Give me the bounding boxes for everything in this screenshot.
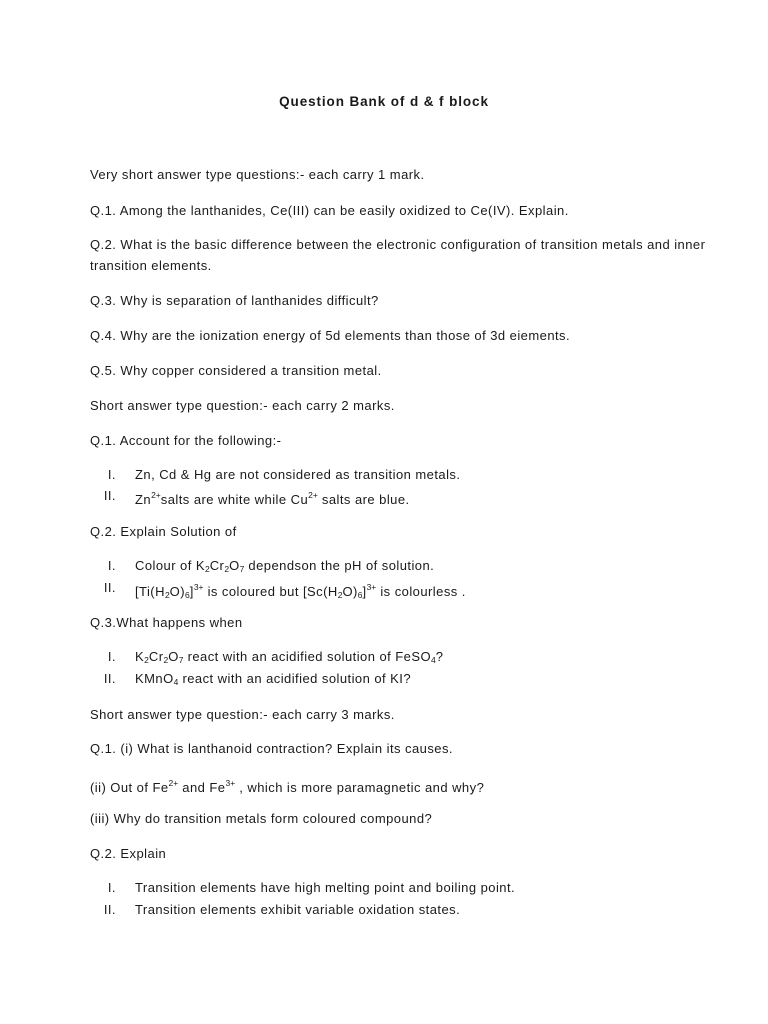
- question-s3-1-iii: (iii) Why do transition metals form coloured compound?: [90, 811, 433, 826]
- list-item-s3-2-ii: Transition elements exhibit variable oxidation states.: [135, 902, 461, 917]
- section-heading-short-3: Short answer type question:- each carry 3 marks.: [90, 707, 395, 722]
- question-s3-1-ii: (ii) Out of $Fe^{2+}$ and $Fe^{3+}$ , which is more paramagnetic and why?: [90, 778, 485, 795]
- list-number: II.: [103, 488, 116, 503]
- question-vs-2: Q.2. What is the basic difference between the electronic configuration of transition metals and inner transition elements.: [90, 237, 706, 273]
- page-title: Question Bank of d & f block: [279, 94, 489, 109]
- list-number: II.: [103, 902, 116, 917]
- list-item-s2-2-ii: $[Ti(H_2O)_6]^{3+}$ is coloured but $[Sc(H_2O)_6]^{3+}$ is colourless .: [135, 582, 466, 600]
- list-item-s3-2-i: Transition elements have high melting point and boiling point.: [135, 880, 516, 895]
- question-vs-5: Q.5. Why copper considered a transition metal.: [90, 363, 382, 378]
- question-vs-1: Q.1. Among the lanthanides, Ce(III) can be easily oxidized to Ce(IV). Explain.: [90, 203, 569, 218]
- list-item-s2-2-i: Colour of $K_2Cr_2O_7$ dependson the pH of solution.: [135, 558, 435, 574]
- section-heading-very-short: Very short answer type questions:- each carry 1 mark.: [90, 167, 425, 182]
- list-item-s2-3-i: $K_2Cr_2O_7$ react with an acidified solution of FeSO$_4$?: [135, 649, 444, 665]
- list-number: I.: [107, 649, 116, 664]
- question-vs-4: Q.4. Why are the ionization energy of 5d elements than those of 3d eiements.: [90, 328, 571, 343]
- list-item-s2-1-i: Zn, Cd & Hg are not considered as transition metals.: [135, 467, 461, 482]
- question-s2-2: Q.2. Explain Solution of: [90, 524, 237, 539]
- question-s2-1: Q.1. Account for the following:-: [90, 433, 282, 448]
- section-heading-short-2: Short answer type question:- each carry 2 marks.: [90, 398, 395, 413]
- question-s3-2: Q.2. Explain: [90, 846, 167, 861]
- list-number: II.: [103, 671, 116, 686]
- list-item-s2-3-ii: KMnO$_4$ react with an acidified solution of KI?: [135, 671, 412, 687]
- question-vs-3: Q.3. Why is separation of lanthanides difficult?: [90, 293, 379, 308]
- question-s2-3: Q.3.What happens when: [90, 615, 243, 630]
- list-item-s2-1-ii: $Zn^{2+}salts$ are white while $Cu^{2+}$ salts are blue.: [135, 490, 410, 507]
- question-s3-1-i: Q.1. (i) What is lanthanoid contraction? Explain its causes.: [90, 741, 453, 756]
- list-number: I.: [107, 880, 116, 895]
- list-number: I.: [107, 558, 116, 573]
- list-number: II.: [103, 580, 116, 595]
- list-number: I.: [107, 467, 116, 482]
